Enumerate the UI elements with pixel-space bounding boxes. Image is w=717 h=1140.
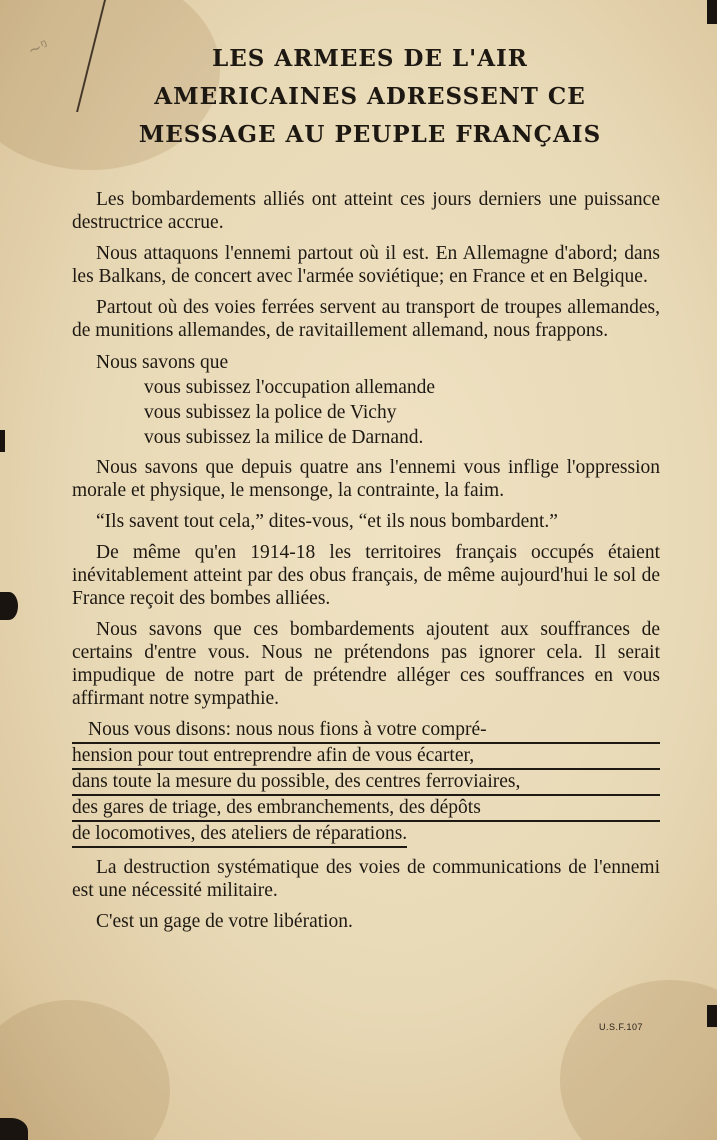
paragraph-8: Nous savons que ces bombardements ajoutent aux souffrances de certains d'entre vous. Nous ne prétendons pas ignorer cela. Il serait impudique de notre part de prétendre alléger ces souffrances en vous affirmant notre sympathie. [72,619,660,709]
torn-edge [707,0,717,24]
reference-code: U.S.F.107 [598,1022,643,1032]
torn-edge [0,430,5,452]
paragraph-9-underlined [72,718,660,848]
pencil-mark-icon: ~ᵑ [25,35,51,60]
paragraph-10: La destruction systématique des voies de communications de l'ennemi est une nécessité militaire. [72,857,660,901]
paragraph-9-line-3: dans toute la mesure du possible, des centres ferroviaires, [72,770,660,796]
leaflet-title [100,40,640,154]
paragraph-4-line-1: vous subissez l'occupation allemande [144,377,436,398]
paragraph-3: Partout où des voies ferrées servent au transport de troupes allemandes, de munitions allemandes, de ravitaillement allemand, nous frappons. [72,297,660,341]
title-line-3: MESSAGE AU PEUPLE FRANÇAIS [138,121,602,148]
paragraph-7: De même qu'en 1914-18 les territoires français occupés étaient inévitablement atteint par des obus français, de même aujourd'hui le sol de France reçoit des bombes alliées. [72,542,660,609]
paragraph-6: “Ils savent tout cela,” dites-vous, “et ils nous bombardent.” [96,511,558,532]
torn-edge [0,592,18,620]
paper-stain [560,980,717,1140]
paragraph-9-line-5: de locomotives, des ateliers de réparations. [72,822,407,848]
paragraph-4-intro: Nous savons que [96,352,229,373]
paragraph-4-line-3: vous subissez la milice de Darnand. [144,427,424,448]
paragraph-5: Nous savons que depuis quatre ans l'ennemi vous inflige l'oppression morale et physique, le mensonge, la contrainte, la faim. [72,457,660,501]
paragraph-4-line-2: vous subissez la police de Vichy [144,402,397,423]
paragraph-4 [72,350,660,450]
paragraph-1: Les bombardements alliés ont atteint ces jours derniers une puissance destructrice accrue. [72,189,660,233]
paragraph-9-line-4: des gares de triage, des embranchements, des dépôts [72,796,660,822]
paragraph-2: Nous attaquons l'ennemi partout où il est. En Allemagne d'abord; dans les Balkans, de concert avec l'armée soviétique; en France et en Belgique. [72,243,660,287]
torn-edge [707,1005,717,1027]
paragraph-9-line-1: Nous vous disons: nous nous fions à votre compré- [72,718,660,744]
title-line-2: AMERICAINES ADRESSENT CE [154,83,586,110]
title-line-1: LES ARMEES DE L'AIR [212,45,528,72]
paper-stain [0,1000,170,1140]
paragraph-9-line-2: hension pour tout entreprendre afin de vous écarter, [72,744,660,770]
paragraph-11: C'est un gage de votre libération. [96,911,353,932]
leaflet-body [72,188,660,941]
